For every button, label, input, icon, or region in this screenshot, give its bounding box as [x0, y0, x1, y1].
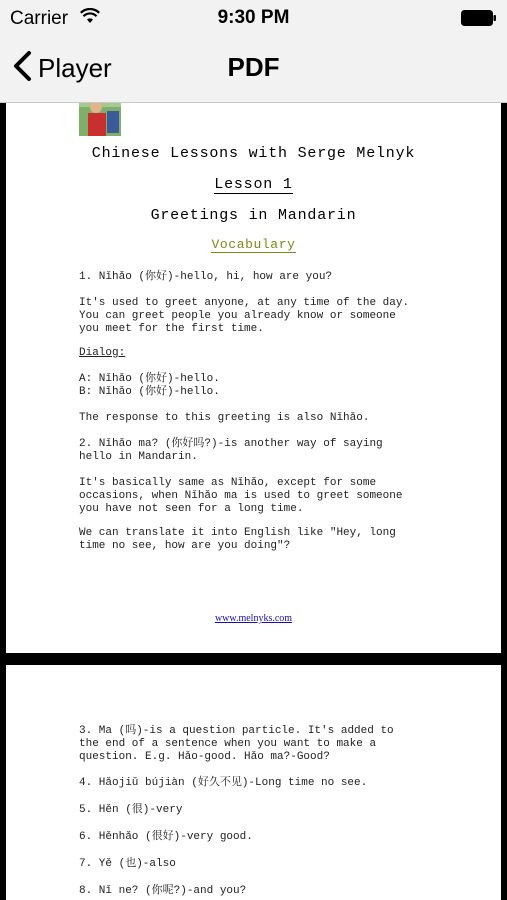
website-link[interactable]: www.melnyks.com — [214, 613, 293, 624]
lesson-number-text: Lesson 1 — [214, 176, 293, 193]
lesson-subtitle: Greetings in Mandarin — [150, 207, 357, 224]
battery-icon — [461, 10, 497, 26]
vocab-item-5: 5. Hěn (很)-very — [79, 804, 183, 816]
document-heading: Chinese Lessons with Serge Melnyk — [91, 145, 416, 162]
dialog-label: Dialog: — [79, 347, 126, 359]
paragraph-usage: It's used to greet anyone, at any time of the day. You can greet people you already know or someone you meet for the first time. — [79, 297, 410, 335]
vocab-item-7: 7. Yě (也)-also — [79, 858, 176, 870]
vocab-item-1: 1. Nǐhǎo (你好)-hello, hi, how are you? — [79, 271, 333, 283]
vocab-item-6: 6. Hěnhǎo (很好)-very good. — [79, 831, 253, 843]
vocab-item-4: 4. Hǎojiǔ bújiàn (好久不见)-Long time no see. — [79, 777, 368, 789]
vocab-item-3: 3. Ma (吗)-is a question particle. It's added to the end of a sentence when you want to make a question. E.g. Hǎo-good. Hǎo ma?-Good? — [79, 725, 394, 763]
lesson-number — [6, 176, 501, 193]
carrier-label: Carrier — [10, 8, 69, 29]
vocab-item-8: 8. Nǐ ne? (你呢?)-and you? — [79, 885, 247, 897]
dialog-line-b: B: Nǐhǎo (你好)-hello. — [79, 386, 220, 398]
pdf-viewer[interactable] — [0, 103, 507, 900]
paragraph-translation: We can translate it into English like "Hey, long time no see, how are you doing"? — [79, 527, 396, 552]
vocabulary-heading-text: Vocabulary — [211, 237, 296, 252]
clock: 9:30 PM — [217, 7, 290, 28]
status-bar — [0, 0, 507, 36]
back-label: Player — [38, 52, 112, 83]
page-title: PDF — [227, 52, 280, 82]
pdf-page-1 — [6, 103, 501, 653]
vocabulary-heading — [6, 237, 501, 252]
paragraph-explanation: It's basically same as Nǐhǎo, except for some occasions, when Nǐhǎo ma is used to greet someone you have not seen for a long time. — [79, 477, 403, 515]
vocab-item-2: 2. Nǐhǎo ma? (你好吗?)-is another way of saying hello in Mandarin. — [79, 438, 383, 463]
author-photo — [79, 103, 121, 136]
navigation-bar — [0, 36, 507, 103]
paragraph-response: The response to this greeting is also Nǐhǎo. — [79, 412, 370, 424]
dialog-line-a: A: Nǐhǎo (你好)-hello. — [79, 373, 220, 385]
pdf-page-2 — [6, 665, 501, 900]
